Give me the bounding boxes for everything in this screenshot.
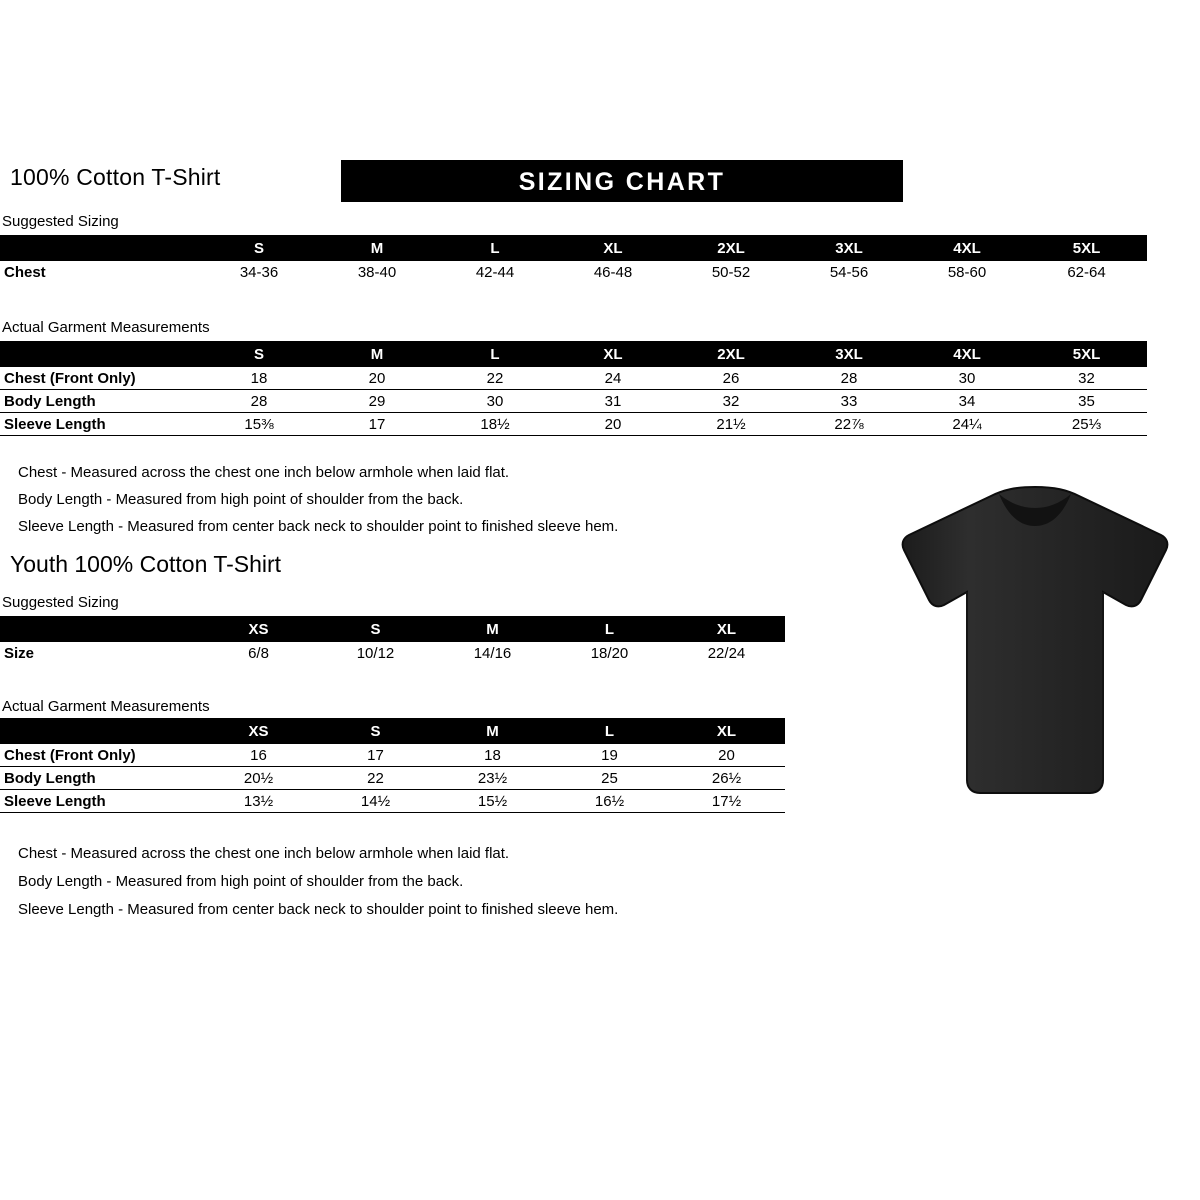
row-label: Size bbox=[4, 644, 35, 662]
adult-section-title: 100% Cotton T-Shirt bbox=[10, 164, 221, 190]
cell: 34-36 bbox=[239, 263, 279, 281]
col-header: 3XL bbox=[790, 341, 908, 367]
col-header: 4XL bbox=[908, 341, 1026, 367]
cell: 20 bbox=[604, 415, 622, 433]
cell: 10/12 bbox=[356, 644, 395, 662]
cell: 29 bbox=[368, 392, 386, 410]
cell: 25 bbox=[601, 769, 618, 787]
cell: 16½ bbox=[594, 792, 625, 810]
cell: 22/24 bbox=[707, 644, 746, 662]
youth-note-chest: Chest - Measured across the chest one inch below armhole when laid flat. bbox=[18, 845, 510, 862]
cell: 14½ bbox=[360, 792, 391, 810]
col-header: XL bbox=[554, 341, 672, 367]
youth-section-title: Youth 100% Cotton T-Shirt bbox=[10, 551, 282, 577]
sizing-chart-banner bbox=[341, 160, 903, 202]
cell: 18 bbox=[484, 746, 501, 764]
col-header bbox=[0, 616, 200, 642]
cell: 18 bbox=[250, 369, 268, 387]
t-shirt-icon bbox=[895, 480, 1175, 810]
cell: 46-48 bbox=[593, 263, 633, 281]
row-label: Chest bbox=[4, 263, 46, 281]
cell: 30 bbox=[486, 392, 504, 410]
table-row bbox=[0, 413, 1147, 436]
table-row bbox=[0, 261, 1147, 283]
cell: 24¼ bbox=[952, 415, 982, 433]
col-header: XS bbox=[200, 718, 317, 744]
youth-suggested-sizing-table bbox=[0, 616, 785, 664]
cell: 6/8 bbox=[248, 644, 269, 662]
youth-note-sleeve-length: Sleeve Length - Measured from center back neck to shoulder point to finished sleeve hem. bbox=[18, 901, 619, 918]
cell: 26 bbox=[722, 369, 740, 387]
col-header: S bbox=[200, 341, 318, 367]
col-header: 3XL bbox=[790, 235, 908, 261]
divider-line bbox=[0, 812, 785, 813]
table-row bbox=[0, 767, 785, 790]
cell: 15½ bbox=[477, 792, 508, 810]
table-header-row bbox=[0, 616, 785, 642]
col-header: XL bbox=[668, 718, 785, 744]
col-header: S bbox=[317, 616, 434, 642]
col-header: M bbox=[434, 718, 551, 744]
cell: 17 bbox=[367, 746, 384, 764]
table-header-row bbox=[0, 235, 1147, 261]
col-header: XS bbox=[200, 616, 317, 642]
cell: 34 bbox=[958, 392, 976, 410]
cell: 19 bbox=[601, 746, 618, 764]
row-divider bbox=[0, 435, 1147, 436]
adult-actual-measurements-label: Actual Garment Measurements bbox=[2, 319, 210, 336]
cell: 20 bbox=[718, 746, 735, 764]
youth-actual-measurements-label: Actual Garment Measurements bbox=[2, 698, 210, 715]
cell: 25⅓ bbox=[1071, 415, 1102, 433]
cell: 17½ bbox=[711, 792, 742, 810]
cell: 18/20 bbox=[590, 644, 629, 662]
cell: 24 bbox=[604, 369, 622, 387]
cell: 58-60 bbox=[947, 263, 987, 281]
col-header: 5XL bbox=[1026, 235, 1147, 261]
cell: 50-52 bbox=[711, 263, 751, 281]
row-label: Sleeve Length bbox=[4, 415, 106, 433]
col-header: M bbox=[318, 341, 436, 367]
col-header: M bbox=[318, 235, 436, 261]
adult-actual-measurements-table bbox=[0, 341, 1147, 436]
t-shirt-image bbox=[895, 480, 1175, 810]
adult-suggested-sizing-table bbox=[0, 235, 1147, 283]
cell: 42-44 bbox=[475, 263, 515, 281]
adult-note-body-length: Body Length - Measured from high point of shoulder from the back. bbox=[18, 491, 464, 508]
cell: 22 bbox=[367, 769, 384, 787]
cell: 54-56 bbox=[829, 263, 869, 281]
cell: 33 bbox=[840, 392, 858, 410]
table-header-row bbox=[0, 341, 1147, 367]
col-header bbox=[0, 718, 200, 744]
cell: 26½ bbox=[711, 769, 742, 787]
adult-note-sleeve-length: Sleeve Length - Measured from center back neck to shoulder point to finished sleeve hem. bbox=[18, 518, 619, 535]
col-header: L bbox=[551, 616, 668, 642]
col-header: 5XL bbox=[1026, 341, 1147, 367]
divider-line bbox=[0, 435, 1147, 436]
cell: 31 bbox=[604, 392, 622, 410]
cell: 30 bbox=[958, 369, 976, 387]
cell: 23½ bbox=[477, 769, 508, 787]
table-row bbox=[0, 642, 785, 664]
adult-suggested-sizing-label: Suggested Sizing bbox=[2, 213, 119, 230]
col-header bbox=[0, 235, 200, 261]
cell: 22⅞ bbox=[834, 415, 864, 433]
cell: 20 bbox=[368, 369, 386, 387]
cell: 17 bbox=[368, 415, 386, 433]
table-row bbox=[0, 790, 785, 813]
table-row bbox=[0, 367, 1147, 389]
cell: 38-40 bbox=[357, 263, 397, 281]
adult-note-chest: Chest - Measured across the chest one inch below armhole when laid flat. bbox=[18, 464, 510, 481]
row-label: Chest (Front Only) bbox=[4, 369, 136, 387]
cell: 14/16 bbox=[473, 644, 512, 662]
row-divider bbox=[0, 812, 785, 813]
table-row bbox=[0, 744, 785, 766]
cell: 28 bbox=[250, 392, 268, 410]
cell: 20½ bbox=[243, 769, 274, 787]
col-header: L bbox=[551, 718, 668, 744]
table-header-row bbox=[0, 718, 785, 744]
cell: 13½ bbox=[243, 792, 274, 810]
col-header: M bbox=[434, 616, 551, 642]
col-header: S bbox=[317, 718, 434, 744]
cell: 21½ bbox=[716, 415, 746, 433]
cell: 35 bbox=[1078, 392, 1095, 410]
col-header: XL bbox=[668, 616, 785, 642]
youth-note-body-length: Body Length - Measured from high point of shoulder from the back. bbox=[18, 873, 464, 890]
cell: 18½ bbox=[480, 415, 510, 433]
row-label: Body Length bbox=[4, 769, 96, 787]
cell: 28 bbox=[840, 369, 858, 387]
col-header: XL bbox=[554, 235, 672, 261]
col-header: 4XL bbox=[908, 235, 1026, 261]
row-label: Chest (Front Only) bbox=[4, 746, 136, 764]
col-header: L bbox=[436, 235, 554, 261]
cell: 32 bbox=[1078, 369, 1095, 387]
row-label: Body Length bbox=[4, 392, 96, 410]
sizing-chart-banner-label: SIZING CHART bbox=[518, 168, 726, 196]
cell: 15⅜ bbox=[244, 415, 274, 433]
col-header: L bbox=[436, 341, 554, 367]
col-header: S bbox=[200, 235, 318, 261]
cell: 22 bbox=[486, 369, 504, 387]
cell: 62-64 bbox=[1067, 263, 1106, 281]
youth-actual-measurements-table bbox=[0, 718, 785, 813]
col-header: 2XL bbox=[672, 235, 790, 261]
row-label: Sleeve Length bbox=[4, 792, 106, 810]
cell: 16 bbox=[250, 746, 267, 764]
youth-suggested-sizing-label: Suggested Sizing bbox=[2, 594, 119, 611]
table-row bbox=[0, 390, 1147, 413]
col-header bbox=[0, 341, 200, 367]
cell: 32 bbox=[722, 392, 740, 410]
col-header: 2XL bbox=[672, 341, 790, 367]
